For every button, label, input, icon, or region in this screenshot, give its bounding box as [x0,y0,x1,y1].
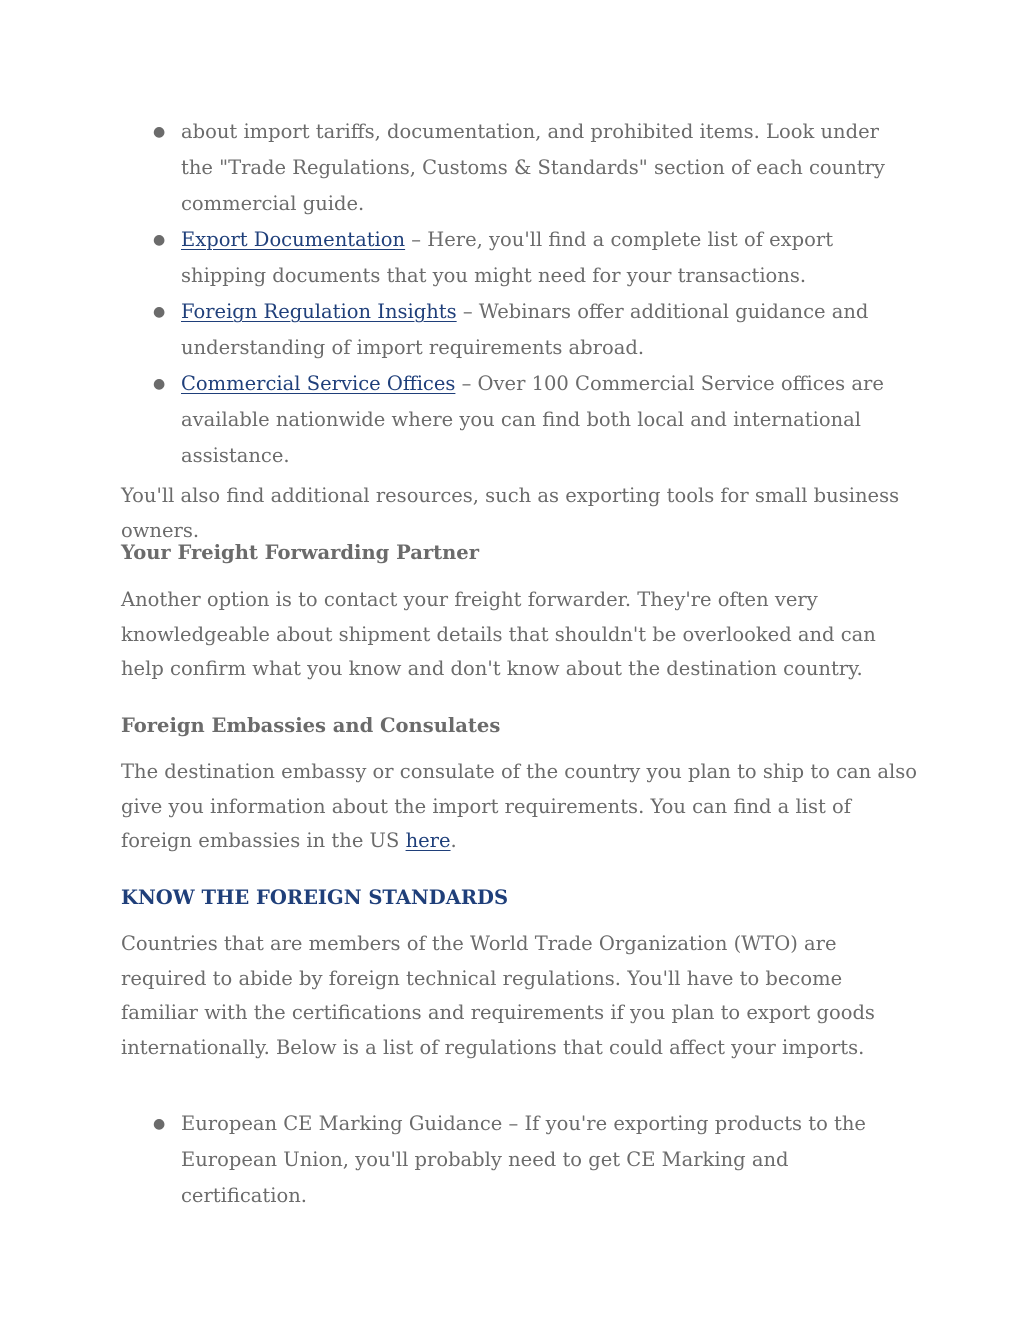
commercial-service-offices-link[interactable]: Commercial Service Offices [181,372,456,395]
embassies-text: The destination embassy or consulate of the country you plan to ship to can also give you information about the import requirements. You can find a list of foreign embassies in the US [121,760,918,852]
list-item-text: – Over 100 Commercial Service offices are available nationwide where you can find both local and international assistance. [181,372,884,467]
embassies-heading: Foreign Embassies and Consulates [121,714,501,737]
section-title: KNOW THE FOREIGN STANDARDS [121,886,509,909]
embassies-here-link[interactable]: here [405,829,451,852]
bullet-icon: ● [153,376,166,392]
foreign-regulation-insights-link[interactable]: Foreign Regulation Insights [181,300,457,323]
list-item-text: – Webinars offer additional guidance and understanding of import requirements abroad. [181,300,869,359]
regulations-list [0,1106,1024,1214]
bullet-icon: ● [153,1116,166,1132]
resources-paragraph: You'll also find additional resources, such as exporting tools for small business owners. [121,484,900,542]
freight-heading: Your Freight Forwarding Partner [121,541,479,564]
standards-paragraph: Countries that are members of the World Trade Organization (WTO) are required to abide by foreign technical regulations. You'll have to become familiar with the certifications and requirements if you plan to export goods internationally. Below is a list of regulations that could affect your imports. [121,932,875,1059]
list-item [0,114,1024,222]
embassies-text-end: . [450,829,457,852]
bullet-icon: ● [153,124,166,140]
list-item-text: – Here, you'll find a complete list of export shipping documents that you might need for your transactions. [181,228,834,287]
list-item [0,1106,1024,1214]
list-item-text: about import tariffs, documentation, and prohibited items. Look under the "Trade Regulations, Customs & Standards" section of each country commercial guide. [181,120,885,215]
bullet-icon: ● [153,232,166,248]
resource-list [0,114,1024,474]
list-item [0,294,1024,366]
list-item [0,222,1024,294]
list-item-text: European CE Marking Guidance – If you're exporting products to the European Union, you'll probably need to get CE Marking and certification. [181,1112,866,1207]
freight-paragraph: Another option is to contact your freight forwarder. They're often very knowledgeable about shipment details that shouldn't be overlooked and can help confirm what you know and don't know about the destination country. [121,588,876,680]
bullet-icon: ● [153,304,166,320]
embassies-paragraph [121,755,921,859]
list-item [0,366,1024,474]
export-documentation-link[interactable]: Export Documentation [181,228,406,251]
